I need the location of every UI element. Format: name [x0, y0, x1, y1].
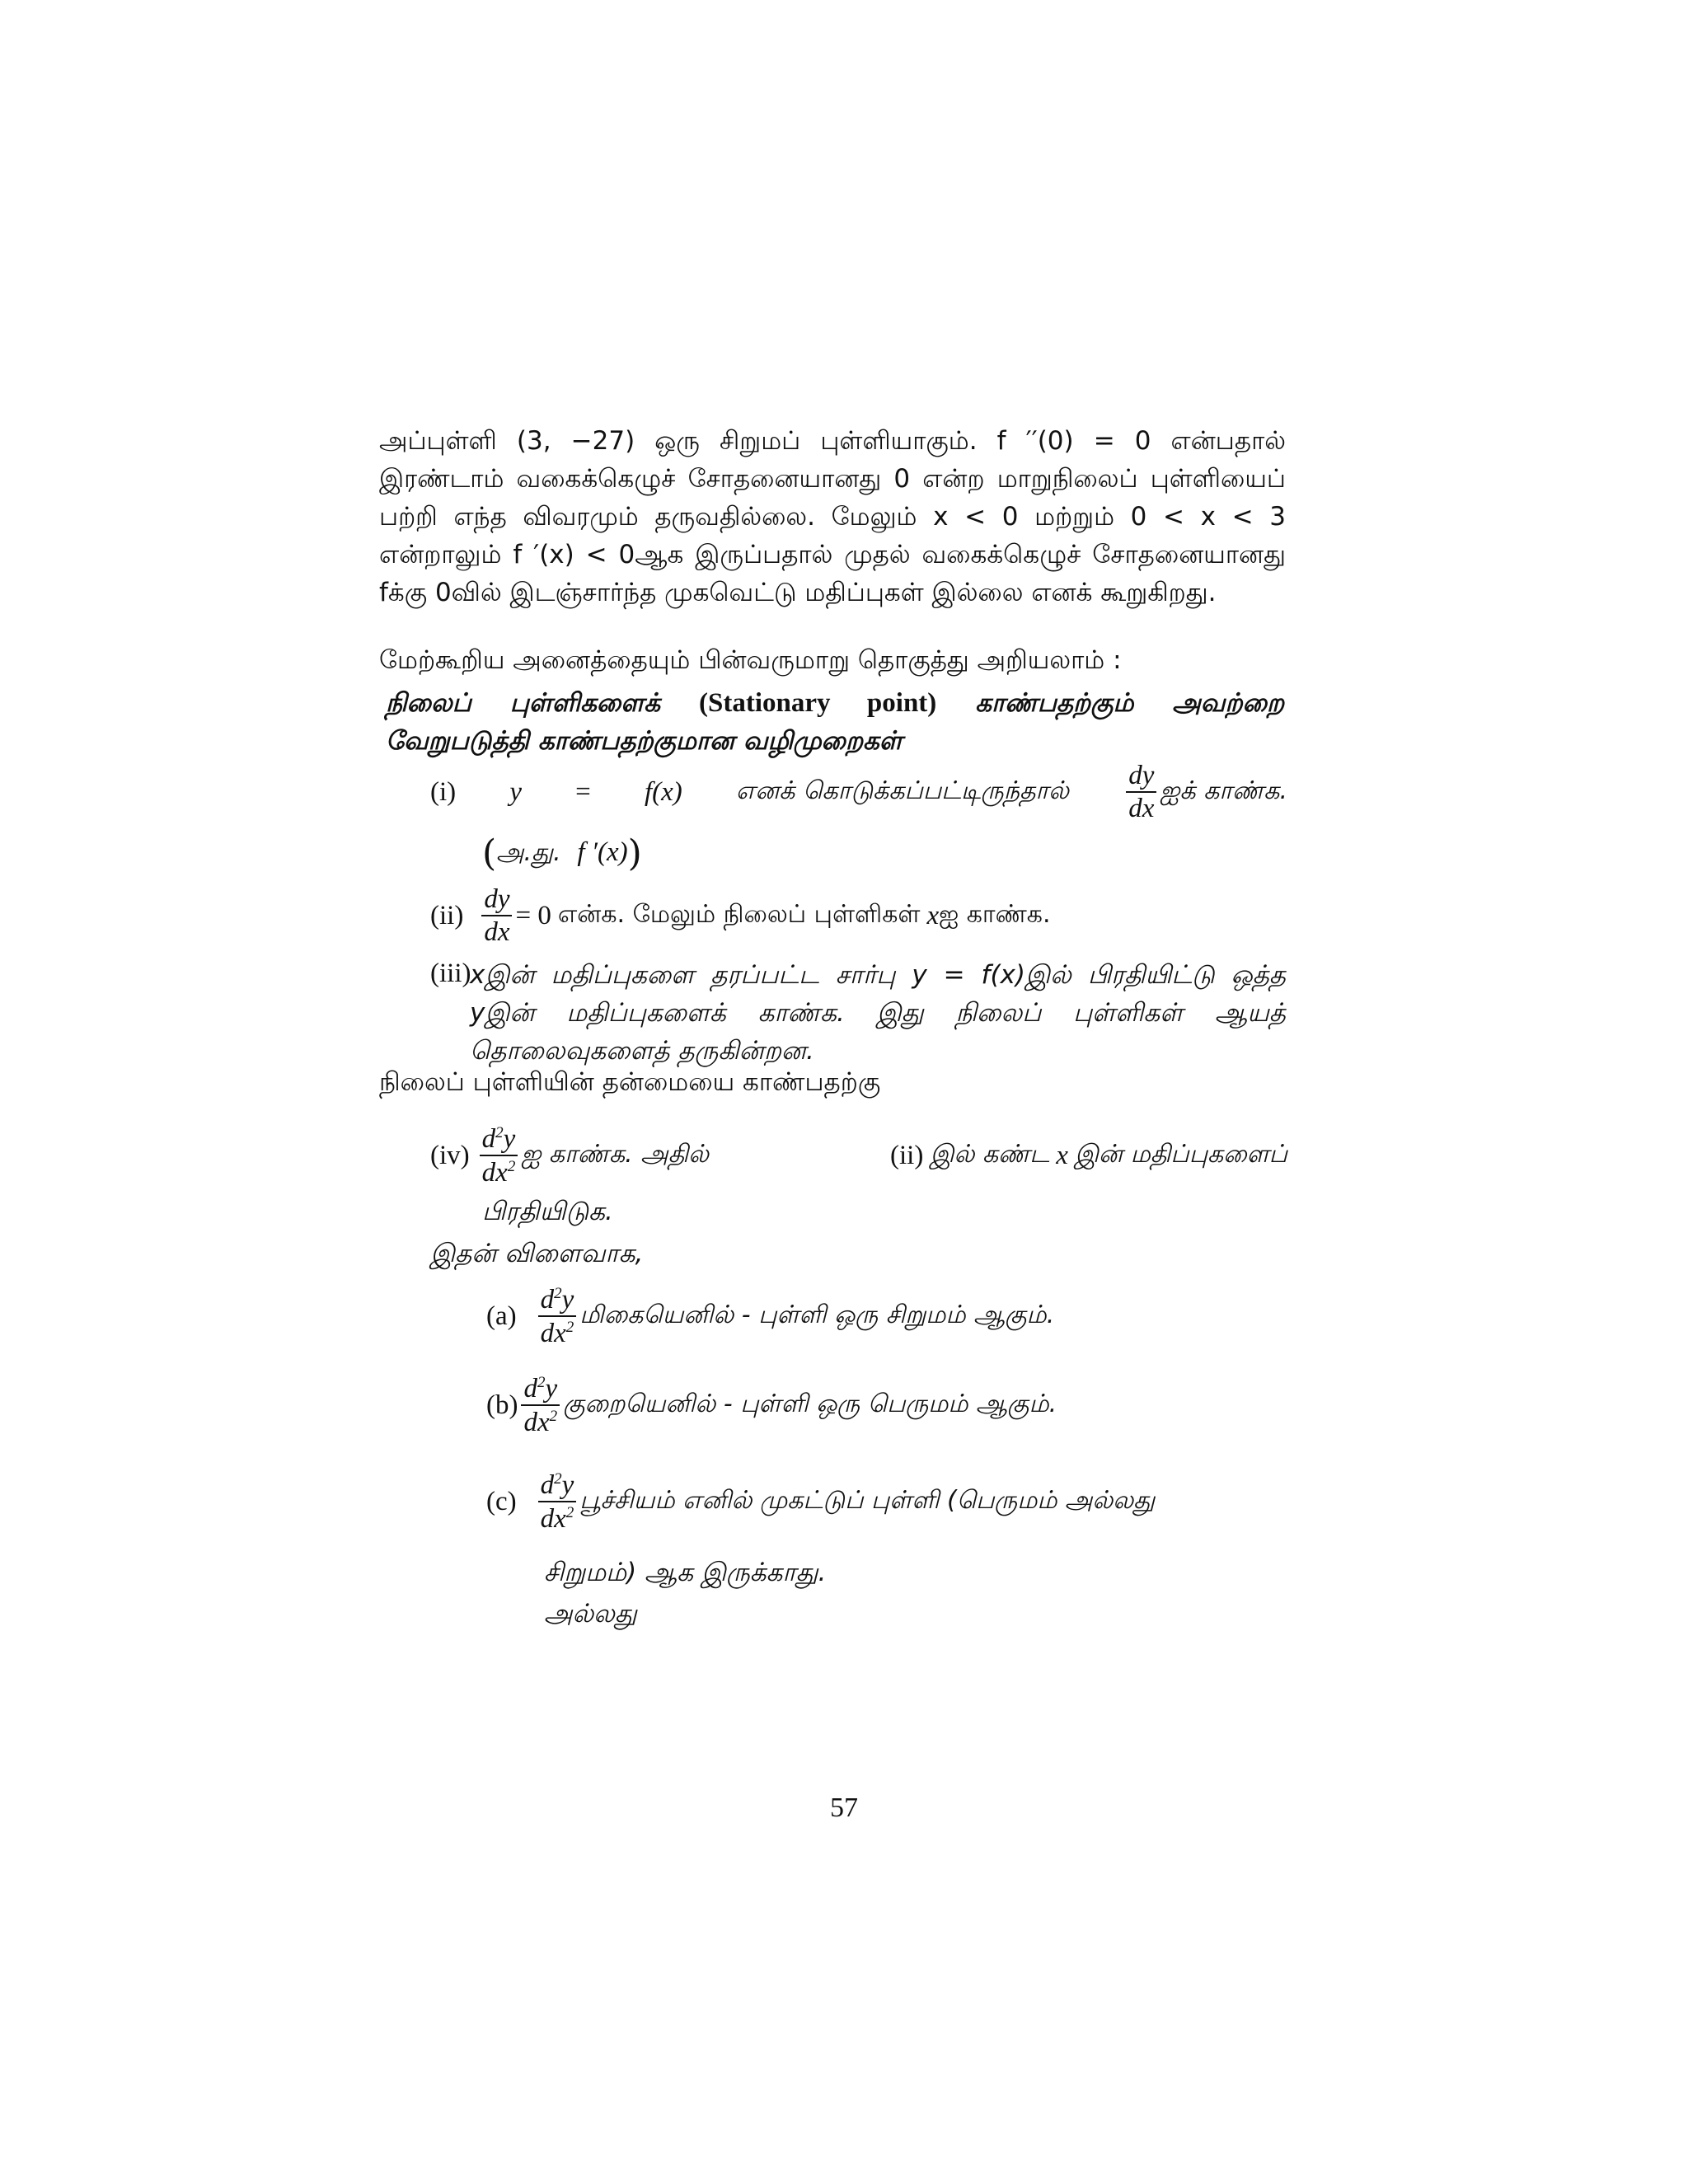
d2y-dx2-fraction	[480, 1125, 518, 1187]
intro-paragraph: அப்புள்ளி (3, −27) ஒரு சிறுமப் புள்ளியாகும். f ′′(0) = 0 என்பதால் இரண்டாம் வகைக்கெழுச் சோதனையானது 0 என்ற மாறுநிலைப் புள்ளியைப் பற்றி எந்த விவரமும் தருவதில்லை. மேலும் x < 0 மற்றும் 0 < x < 3 என்றாலும் f ′(x) < 0ஆக இருப்பதால் முதல் வகைக்கெழுச் சோதனையானது fக்கு 0வில் இடஞ்சார்ந்த முகவெட்டு மதிப்புகள் இல்லை எனக் கூறுகிறது.	[379, 426, 1286, 607]
step-iv-var: x	[1056, 1141, 1068, 1170]
step-i-text1: எனக் கொடுக்கப்பட்டிருந்தால்	[735, 776, 1070, 805]
step-ii-var: x	[926, 901, 940, 930]
step-ii-text1: என்க. மேலும் நிலைப் புள்ளிகள்	[557, 900, 921, 929]
case-c-text: பூச்சியம் எனில் முகட்டுப் புள்ளி (பெருமம் அல்லது	[579, 1486, 1156, 1515]
fraction-denominator: dx	[484, 917, 510, 947]
step-iv	[430, 1125, 1287, 1187]
case-a-text: மிகையெனில் - புள்ளி ஒரு சிறுமம் ஆகும்.	[579, 1301, 1055, 1329]
case-c-line2: சிறுமம்) ஆக இருக்காது.	[544, 1558, 827, 1587]
step-i-note-expr: f ′(x)	[577, 837, 628, 867]
step-i-rhs: f(x)	[644, 777, 682, 807]
step-iv-lead	[430, 1125, 709, 1187]
step-i-text2: ஐக் காண்க.	[1160, 776, 1287, 805]
step-ii-eq: = 0	[515, 901, 551, 930]
step-iv-rest	[890, 1140, 1287, 1172]
section-heading	[386, 684, 1284, 760]
fraction-numerator: $d^2y$	[538, 1471, 577, 1502]
step-iv-line2: பிரதியிடுக.	[482, 1197, 613, 1226]
fraction-numerator: dy	[481, 886, 512, 916]
summary-line: மேற்கூறிய அனைத்தையும் பின்வருமாறு தொகுத்து அறியலாம் :	[379, 645, 1122, 675]
step-iv-text1: ஐ காண்க. அதில்	[521, 1140, 710, 1169]
step-iv-label: (iv)	[430, 1141, 470, 1170]
fraction-numerator: $d^2y$	[538, 1286, 577, 1317]
step-iii-line1: xஇன் மதிப்புகளை தரப்பட்ட சார்பு y = f(x)இல் பிரதியிட்டு ஒத்த	[470, 960, 1286, 990]
fraction-numerator: $d^2y$	[480, 1125, 518, 1156]
case-b-text: குறையெனில் - புள்ளி ஒரு பெருமம் ஆகும்.	[563, 1390, 1057, 1418]
step-iii-line3: தொலைவுகளைத் தருகின்றன.	[470, 1036, 814, 1066]
d2y-dx2-fraction	[538, 1286, 577, 1347]
step-iv-text2: இல் கண்ட	[930, 1140, 1050, 1169]
fraction-denominator: dx	[1128, 794, 1155, 823]
step-ii	[430, 886, 1051, 946]
case-c-line3: அல்லது	[544, 1599, 637, 1629]
step-iii-label	[430, 958, 471, 989]
fraction-denominator: $dx^2$	[540, 1504, 574, 1534]
case-a-label: (a)	[486, 1301, 517, 1331]
step-i-note-prefix: அ.து.	[496, 838, 561, 867]
step-i	[430, 762, 1287, 823]
step-iii-label-text: (iii)	[430, 958, 471, 988]
step-i-lhs: y	[509, 777, 522, 807]
step-iv-text3: இன் மதிப்புகளைப்	[1074, 1140, 1287, 1169]
step-iii-text	[470, 956, 1286, 1070]
page-number: 57	[830, 1793, 858, 1823]
heading-english: (Stationary point)	[699, 688, 937, 718]
case-c	[486, 1471, 1155, 1533]
case-c-label: (c)	[486, 1487, 517, 1516]
d2y-dx2-fraction	[538, 1471, 577, 1533]
step-ii-text2: ஐ காண்க.	[939, 900, 1051, 929]
nature-intro: நிலைப் புள்ளியின் தன்மையை காண்பதற்கு	[379, 1067, 881, 1097]
dy-dx-fraction	[481, 886, 512, 946]
step-i-eq: =	[575, 777, 591, 807]
case-a	[486, 1286, 1054, 1347]
case-b-label: (b)	[486, 1390, 518, 1420]
step-iv-ref: (ii)	[890, 1141, 924, 1170]
step-i-note: (அ.து. f ′(x))	[482, 832, 642, 874]
result-intro: இதன் விளைவாக,	[430, 1239, 644, 1268]
heading-part1: நிலைப் புள்ளிகளைக்	[386, 688, 661, 718]
fraction-denominator: $dx^2$	[481, 1158, 516, 1188]
step-iii-line2: yஇன் மதிப்புகளைக் காண்க. இது நிலைப் புள்ளிகள் ஆயத்	[470, 998, 1286, 1028]
fraction-denominator: $dx^2$	[523, 1408, 558, 1437]
step-i-label: (i)	[430, 777, 457, 807]
case-b	[486, 1375, 1057, 1436]
step-i-dydx	[1123, 762, 1287, 823]
fraction-numerator: dy	[1126, 762, 1156, 793]
fraction-denominator: $dx^2$	[540, 1319, 574, 1348]
fraction-numerator: $d^2y$	[521, 1375, 560, 1406]
dy-dx-fraction	[1126, 762, 1156, 823]
step-ii-label: (ii)	[430, 901, 464, 930]
heading-part2: காண்பதற்கும் அவற்றை வேறுபடுத்தி காண்பதற்குமான வழிமுறைகள்	[386, 688, 1285, 756]
d2y-dx2-fraction	[521, 1375, 560, 1436]
